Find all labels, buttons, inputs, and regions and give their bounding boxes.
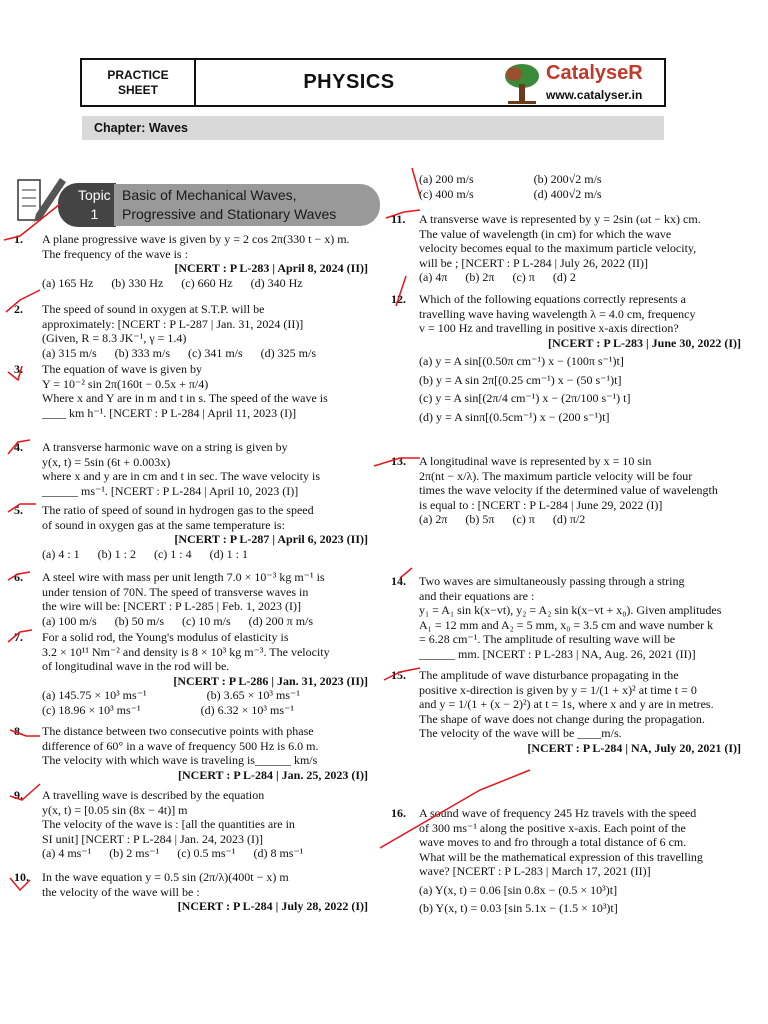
option[interactable]: (a) 165 Hz <box>42 275 94 290</box>
question-8. <box>14 724 368 782</box>
subject-title: PHYSICS <box>303 71 395 93</box>
option[interactable]: (b) y = A sin 2π[(0.25 cm⁻¹) x − (50 s⁻¹)t] <box>419 372 622 387</box>
question-9. <box>14 788 368 861</box>
question-text: is equal to : [NCERT : P L-284 | June 29, 2022 (I)] <box>419 497 663 512</box>
question-16. <box>391 806 741 916</box>
answer-options <box>42 614 368 629</box>
question-text: where x and y are in cm and t in sec. The wave velocity is <box>42 469 321 483</box>
tick-mark <box>6 290 40 312</box>
question-number: 7. <box>14 630 23 644</box>
ncert-reference: [NCERT : P L-283 | June 30, 2022 (I)] <box>547 335 741 350</box>
question-2. <box>14 302 368 360</box>
question-number: 8. <box>14 724 23 738</box>
option[interactable]: (c) 660 Hz <box>181 275 233 290</box>
question-text: y(x, t) = [0.05 sin (8x − 4t)] m <box>42 802 188 817</box>
answer-options <box>42 846 368 861</box>
option[interactable]: (d) 325 m/s <box>260 345 316 360</box>
option[interactable]: (c) 341 m/s <box>188 345 243 360</box>
question-cont <box>419 172 741 201</box>
option[interactable]: (c) 400 m/s <box>419 186 474 201</box>
ncert-reference: [NCERT : P L-284 | NA, July 20, 2021 (I)] <box>527 740 741 755</box>
option[interactable]: (a) 4 : 1 <box>42 546 80 561</box>
option[interactable]: (d) 2 <box>552 270 576 284</box>
question-text: times the wave velocity if the determined value of wavelength <box>419 483 718 497</box>
question-text: The distance between two consecutive points with phase <box>42 724 314 738</box>
question-number: 4. <box>14 440 23 454</box>
question-6. <box>14 570 368 628</box>
answer-options <box>419 187 741 202</box>
topic-banner <box>14 170 368 228</box>
question-number: 16. <box>391 806 406 820</box>
question-1. <box>14 232 368 290</box>
ncert-reference: [NCERT : P L-287 | April 6, 2023 (II)] <box>174 532 368 546</box>
option[interactable]: (c) π <box>512 270 535 284</box>
option[interactable]: (b) 200√2 m/s <box>533 172 602 186</box>
question-text: The speed of sound in oxygen at S.T.P. will be <box>42 302 265 316</box>
question-text: = 6.28 cm⁻¹. The amplitude of resulting wave will be <box>419 632 676 646</box>
question-text: approximately: [NCERT : P L-287 | Jan. 31, 2024 (II)] <box>42 316 304 331</box>
option[interactable]: (c) 1 : 4 <box>153 546 192 561</box>
question-text: v = 100 Hz and travelling in positive x-axis direction? <box>419 321 679 335</box>
question-text: under tension of 70N. The speed of transverse waves in <box>42 584 309 599</box>
option[interactable]: (d) π/2 <box>552 512 586 526</box>
option[interactable]: (b) 333 m/s <box>114 345 170 360</box>
question-12. <box>391 292 741 424</box>
question-text: The frequency of the wave is : <box>42 246 188 261</box>
question-text: The velocity of the wave is : [all the quantities are in <box>42 817 295 831</box>
topic-name: Basic of Mechanical Waves, Progressive and Stationary Waves <box>122 187 337 222</box>
answer-options <box>42 703 368 718</box>
question-text: A travelling wave is described by the equation <box>42 788 265 802</box>
question-number: 9. <box>14 788 23 802</box>
question-text: What will be the mathematical expression of this travelling <box>419 849 703 864</box>
question-text: of sound in oxygen gas at the same temperature is: <box>42 517 285 532</box>
option[interactable]: (c) 18.96 × 10³ ms⁻¹ <box>42 702 141 717</box>
question-text: The velocity of the wave will be ____m/s. <box>419 726 622 740</box>
option[interactable]: (b) Y(x, t) = 0.03 [sin 5.1x − (1.5 × 10³)t] <box>419 901 618 915</box>
option[interactable]: (b) 2π <box>465 270 495 284</box>
question-text: ____ km h⁻¹. [NCERT : P L-284 | April 11, 2023 (I)] <box>42 405 297 420</box>
question-text: The value of wavelength (in cm) for which the wave <box>419 226 672 241</box>
question-text: Two waves are simultaneously passing through a string <box>419 574 685 588</box>
ncert-reference: [NCERT : P L-284 | July 28, 2022 (I)] <box>177 899 368 913</box>
option[interactable]: (d) 400√2 m/s <box>533 186 602 201</box>
question-7. <box>14 630 368 717</box>
answer-options <box>42 276 368 291</box>
question-4. <box>14 440 368 498</box>
question-text: of longitudinal wave in the rod will be. <box>42 659 230 673</box>
practice-sheet-label: PRACTICE SHEET <box>82 60 196 105</box>
question-text: 2π(nt − x/λ). The maximum particle velocity will be four <box>419 468 693 483</box>
brand-name: CatalyseR <box>546 62 643 84</box>
question-number: 1. <box>14 232 23 246</box>
option[interactable]: (a) 315 m/s <box>42 345 97 360</box>
option[interactable]: (a) 4 ms⁻¹ <box>42 846 92 860</box>
question-text: travelling wave having wavelength λ = 4.0 cm, frequency <box>419 306 696 321</box>
question-text: A transverse harmonic wave on a string is given by <box>42 440 288 454</box>
answer-options <box>42 547 368 562</box>
option[interactable]: (d) 1 : 1 <box>209 546 248 561</box>
option[interactable]: (c) 10 m/s <box>182 613 231 628</box>
question-number: 14. <box>391 574 406 588</box>
question-number: 5. <box>14 503 23 517</box>
question-text: A longitudinal wave is represented by x = 10 sin <box>419 454 652 468</box>
chapter-bar: Chapter: Waves <box>82 116 664 140</box>
answer-options <box>42 346 368 361</box>
option[interactable]: (c) π <box>512 512 535 526</box>
question-number: 15. <box>391 668 406 682</box>
answer-options <box>419 172 741 187</box>
option[interactable]: (d) 340 Hz <box>250 275 303 290</box>
option[interactable]: (a) 200 m/s <box>419 172 474 186</box>
question-text: A transverse wave is represented by y = 2sin (ωt − kx) cm. <box>419 212 701 226</box>
option[interactable]: (a) 100 m/s <box>42 613 97 628</box>
question-text: SI unit] [NCERT : P L-284 | Jan. 24, 2023 (I)] <box>42 831 263 846</box>
option[interactable]: (a) Y(x, t) = 0.06 [sin 0.8x − (0.5 × 10³)t] <box>419 882 618 897</box>
question-text: the velocity of the wave will be : <box>42 884 200 899</box>
question-text: positive x-direction is given by y = 1/(1 + x)² at time t = 0 <box>419 682 697 697</box>
option[interactable]: (b) 1 : 2 <box>97 546 136 561</box>
question-15. <box>391 668 741 755</box>
question-number: 12. <box>391 292 406 306</box>
question-13. <box>391 454 741 527</box>
question-10. <box>14 870 368 914</box>
brand-url[interactable]: www.catalyser.in <box>546 88 643 102</box>
option[interactable]: (b) 330 Hz <box>111 275 164 290</box>
option[interactable]: (b) 2 ms⁻¹ <box>109 846 160 860</box>
question-text: A₁ = 12 mm and A₂ = 5 mm, x₀ = 3.5 cm and wave number k <box>419 617 714 632</box>
question-text: The velocity with which wave is traveling is______ km/s <box>42 753 318 767</box>
question-text: the wire will be: [NCERT : P L-285 | Feb. 1, 2023 (I)] <box>42 599 301 613</box>
option[interactable]: (d) 8 ms⁻¹ <box>253 846 304 860</box>
question-text: The shape of wave does not change during the propagation. <box>419 711 705 726</box>
option[interactable]: (a) 4π <box>419 270 448 284</box>
option[interactable]: (d) 6.32 × 10³ ms⁻¹ <box>200 702 294 717</box>
question-14. <box>391 574 741 661</box>
answer-options <box>419 512 741 527</box>
question-5. <box>14 503 368 561</box>
option[interactable]: (a) 145.75 × 10³ ms⁻¹ <box>42 688 147 702</box>
ncert-reference: [NCERT : P L-283 | April 8, 2024 (II)] <box>174 261 368 275</box>
question-text: difference of 60° in a wave of frequency 500 Hz is 6.0 m. <box>42 738 319 753</box>
option[interactable]: (b) 50 m/s <box>114 613 164 628</box>
question-text: velocity becomes equal to the maximum particle velocity, <box>419 241 697 255</box>
catalyser-logo <box>502 62 672 106</box>
option[interactable]: (d) y = A sinπ[(0.5cm⁻¹) x − (200 s⁻¹)t] <box>419 409 610 424</box>
option[interactable]: (c) 0.5 ms⁻¹ <box>177 846 236 860</box>
answer-options <box>42 688 368 703</box>
question-number: 3. <box>14 362 23 376</box>
question-text: The ratio of speed of sound in hydrogen gas to the speed <box>42 503 314 517</box>
question-text: Y = 10⁻² sin 2π(160t − 0.5x + π/4) <box>42 376 209 391</box>
question-text: The amplitude of wave disturbance propagating in the <box>419 668 679 682</box>
ncert-reference: [NCERT : P L-284 | Jan. 25, 2023 (I)] <box>177 767 368 782</box>
question-number: 2. <box>14 302 23 316</box>
question-text: A plane progressive wave is given by y = 2 cos 2π(330 t − x) m. <box>42 232 350 246</box>
answer-options <box>419 270 741 285</box>
question-text: In the wave equation y = 0.5 sin (2π/λ)(400t − x) m <box>42 870 289 884</box>
question-text: The equation of wave is given by <box>42 362 202 376</box>
question-11. <box>391 212 741 285</box>
question-text: and y = 1/(1 + (x − 2)²) at t = 1s, where x and y are in metres. <box>419 697 714 711</box>
tree-icon <box>502 62 542 106</box>
question-text: y(x, t) = 5sin (6t + 0.003x) <box>42 454 171 469</box>
question-text: Which of the following equations correctly represents a <box>419 292 686 306</box>
option[interactable]: (a) y = A sin[(0.50π cm⁻¹) x − (100π s⁻¹)t] <box>419 354 624 368</box>
option[interactable]: (d) 200 π m/s <box>248 613 314 628</box>
question-text: of 300 ms⁻¹ along the positive x-axis. Each point of the <box>419 820 686 835</box>
topic-label: Topic 1 <box>78 187 111 222</box>
question-text: y₁ = A₁ sin k(x−vt), y₂ = A₂ sin k(x−vt + x₀). Given amplitudes <box>419 603 722 617</box>
question-text: For a solid rod, the Young's modulus of elasticity is <box>42 630 289 644</box>
option[interactable]: (a) 2π <box>419 512 448 526</box>
question-text: wave? [NCERT : P L-283 | March 17, 2021 (II)] <box>419 864 651 878</box>
option[interactable]: (b) 3.65 × 10³ ms⁻¹ <box>206 688 300 702</box>
question-text: (Given, R = 8.3 JK⁻¹, γ = 1.4) <box>42 331 187 345</box>
question-text: Where x and Y are in m and t in s. The speed of the wave is <box>42 391 328 405</box>
question-text: ______ ms⁻¹. [NCERT : P L-284 | April 10, 2023 (I)] <box>42 483 299 498</box>
question-text: and their equations are : <box>419 588 535 603</box>
question-text: wave moves to and fro through a total distance of 6 cm. <box>419 835 687 849</box>
question-text: A steel wire with mass per unit length 7.0 × 10⁻³ kg m⁻¹ is <box>42 570 325 584</box>
question-text: A sound wave of frequency 245 Hz travels with the speed <box>419 806 697 820</box>
question-text: will be ; [NCERT : P L-284 | July 26, 2022 (II)] <box>419 255 648 270</box>
question-text: ______ mm. [NCERT : P L-283 | NA, Aug. 26, 2021 (II)] <box>419 646 696 661</box>
ncert-reference: [NCERT : P L-286 | Jan. 31, 2023 (II)] <box>173 673 368 688</box>
option[interactable]: (c) y = A sin[(2π/4 cm⁻¹) x − (2π/100 s⁻¹) t] <box>419 391 631 405</box>
question-number: 11. <box>391 212 406 226</box>
question-3. <box>14 362 368 420</box>
question-number: 13. <box>391 454 406 468</box>
option[interactable]: (b) 5π <box>465 512 495 526</box>
question-number: 6. <box>14 570 23 584</box>
question-text: 3.2 × 10¹¹ Nm⁻² and density is 8 × 10³ kg m⁻³. The velocity <box>42 644 330 659</box>
question-number: 10. <box>14 870 29 884</box>
